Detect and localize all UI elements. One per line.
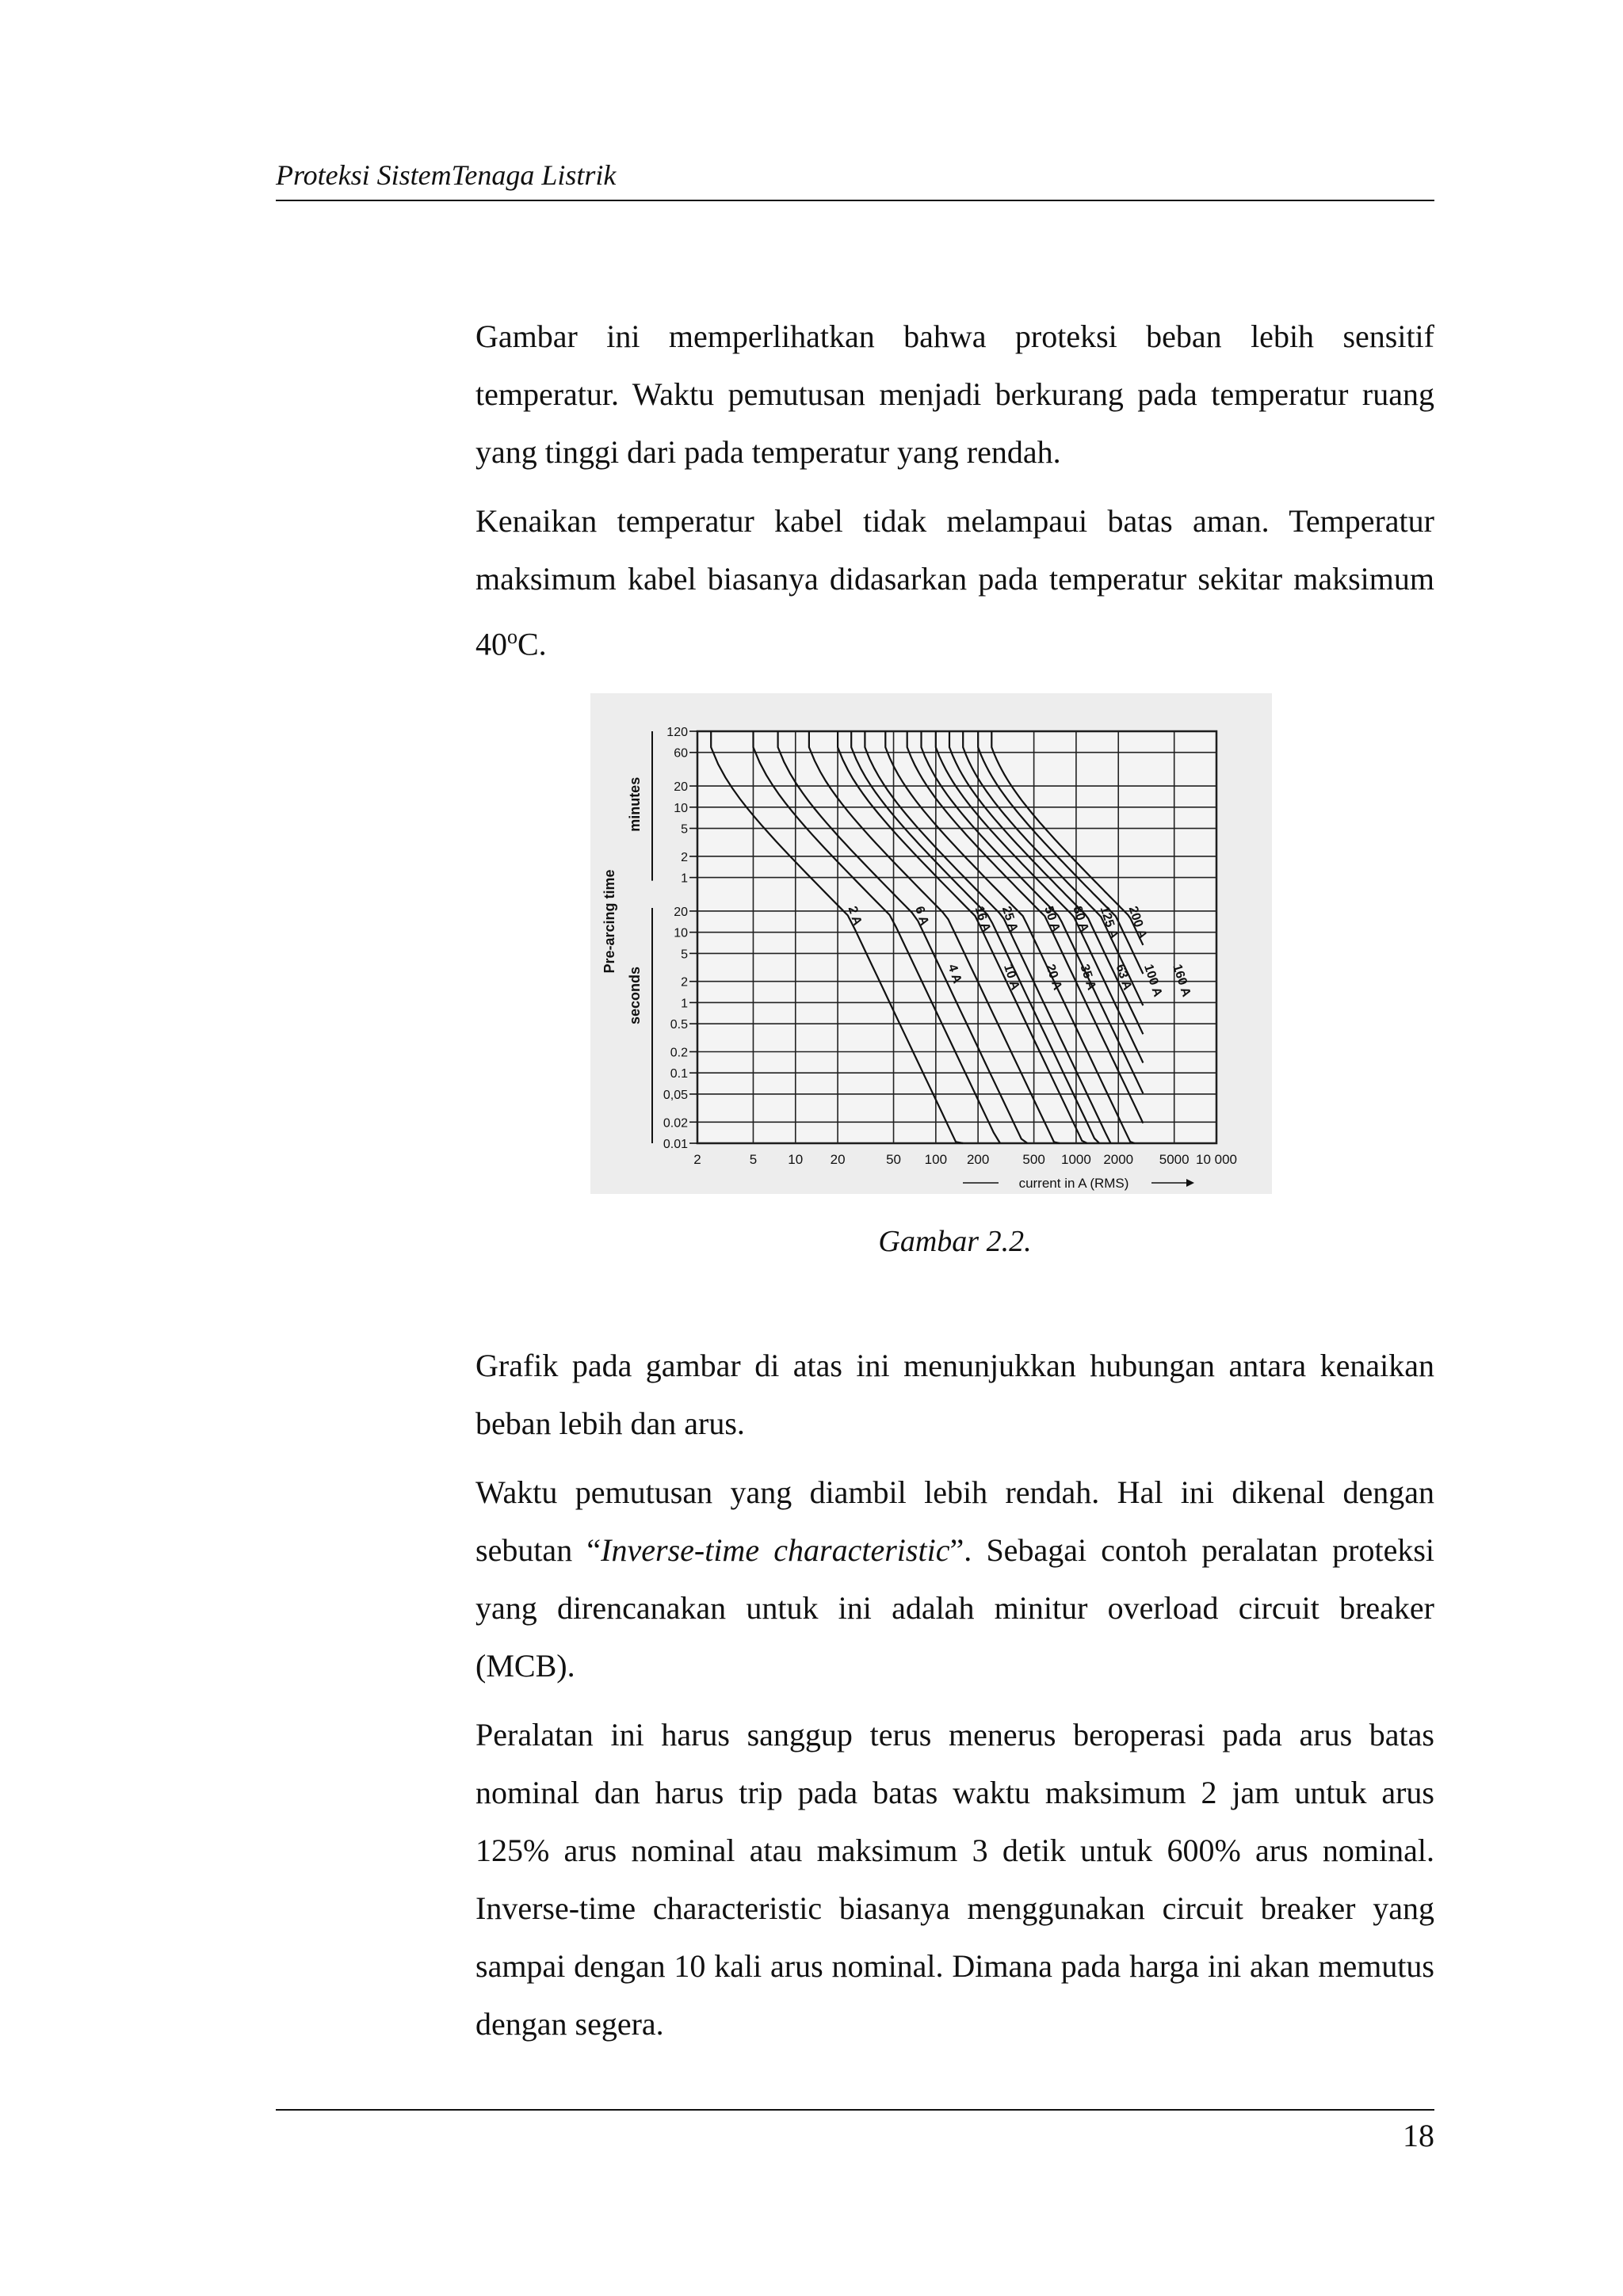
paragraph-3: Grafik pada gambar di atas ini menunjukkan hubungan antara kenaikan beban lebih dan arus. (475, 1348, 1434, 1442)
y-tick-label: 60 (674, 747, 688, 761)
y-tick-label: 2 (681, 851, 688, 865)
curve-label-63a: 63 A (1113, 963, 1135, 993)
x-axis-label: current in A (RMS) (1018, 1176, 1129, 1192)
curve-label-20a: 20 A (1043, 963, 1064, 993)
y-tick-label: 2 (681, 976, 688, 990)
x-tick-label: 20 (830, 1152, 846, 1168)
curve-label-2a: 2 A (845, 905, 865, 928)
y-tick-label: 0.1 (670, 1067, 688, 1081)
x-tick-label: 2000 (1103, 1152, 1134, 1168)
y-axis-seconds-label: seconds (627, 967, 643, 1025)
inverse-time-term: Inverse-time characteristic (601, 1532, 950, 1569)
paragraph-2-end: C. (517, 626, 547, 662)
curve-label-35a: 35 A (1077, 963, 1098, 993)
paragraph-4-a: Waktu pemutusan yang diambil lebih rendah. Hal ini dikenal dengan sebutan “ (475, 1474, 1434, 1569)
x-tick-label: 50 (886, 1152, 902, 1168)
y-tick-label: 0.02 (663, 1116, 688, 1131)
y-tick-label: 0,05 (663, 1089, 688, 1103)
curve-label-6a: 6 A (912, 905, 931, 928)
curve-label-200a: 200 A (1125, 905, 1149, 941)
fuse-characteristic-figure (590, 693, 1272, 1194)
y-axis-minutes-label: minutes (627, 777, 643, 833)
paragraph-2 (475, 492, 1434, 673)
curve-label-125a: 125 A (1097, 905, 1121, 941)
y-tick-label: 5 (681, 822, 688, 837)
curve-label-50a: 50 A (1041, 905, 1063, 935)
page-number: 18 (1403, 2118, 1434, 2153)
x-tick-label: 10 (788, 1152, 804, 1168)
header-title: Proteksi SistemTenaga Listrik (276, 159, 617, 191)
y-tick-label: 5 (681, 948, 688, 962)
page-footer (276, 2109, 1434, 2154)
page-content (475, 307, 1434, 2064)
paragraph-1: Gambar ini memperlihatkan bahwa proteksi beban lebih sensitif temperatur. Waktu pemutusan menjadi berkurang pada temperatur ruang yang tinggi dari pada temperatur yang rendah. (475, 318, 1434, 470)
curve-label-160a: 160 A (1170, 963, 1193, 999)
y-tick-label: 20 (674, 906, 688, 920)
curve-label-4a: 4 A (945, 963, 964, 986)
x-tick-label: 100 (924, 1152, 948, 1168)
fuse-time-current-chart (590, 693, 1272, 1194)
figure-caption: Gambar 2.2. (878, 1225, 1032, 1259)
curve-label-25a: 25 A (999, 905, 1021, 935)
paragraph-4 (475, 1463, 1434, 1695)
x-tick-label: 1000 (1061, 1152, 1091, 1168)
y-tick-label: 0.01 (663, 1138, 688, 1152)
curve-label-16a: 16 A (972, 905, 993, 935)
y-tick-label: 20 (674, 780, 688, 795)
y-tick-label: 120 (666, 726, 688, 740)
y-axis-label: Pre-arcing time (601, 869, 617, 974)
curve-label-80a: 80 A (1070, 905, 1091, 935)
paragraph-4-b: ”. Sebagai contoh peralatan proteksi yang direncanakan untuk ini adalah minitur overload circuit breaker (MCB). (475, 1532, 1435, 1684)
x-tick-label: 200 (966, 1152, 990, 1168)
x-tick-label: 2 (693, 1152, 701, 1168)
x-tick-label: 10 000 (1196, 1152, 1237, 1168)
x-tick-label: 500 (1022, 1152, 1045, 1168)
y-tick-label: 10 (674, 926, 688, 940)
paragraph-5: Peralatan ini harus sanggup terus menerus beroperasi pada arus batas nominal dan harus trip pada batas waktu maksimum 2 jam untuk arus 125% arus nominal atau maksimum 3 detik untuk 600% arus nominal. Inverse-time characteristic biasanya menggunakan circuit breaker yang sampai dengan 10 kali arus nominal. Dimana pada harga ini akan memutus dengan segera. (475, 1717, 1434, 2042)
y-tick-label: 0.2 (670, 1046, 688, 1060)
degree-superscript: o (507, 625, 517, 648)
x-axis-arrowhead (1186, 1179, 1194, 1187)
curve-label-10a: 10 A (1001, 963, 1022, 993)
x-tick-label: 5 (749, 1152, 758, 1168)
y-tick-label: 1 (681, 871, 688, 886)
y-tick-label: 1 (681, 997, 688, 1011)
y-tick-label: 10 (674, 802, 688, 816)
curve-label-100a: 100 A (1141, 963, 1165, 999)
x-tick-label: 5000 (1159, 1152, 1190, 1168)
paragraph-2-text: Kenaikan temperatur kabel tidak melampaui batas aman. Temperatur maksimum kabel biasanya didasarkan pada temperatur sekitar maksimum 40 (475, 503, 1434, 662)
running-header (276, 158, 1434, 201)
y-tick-label: 0.5 (670, 1018, 688, 1032)
